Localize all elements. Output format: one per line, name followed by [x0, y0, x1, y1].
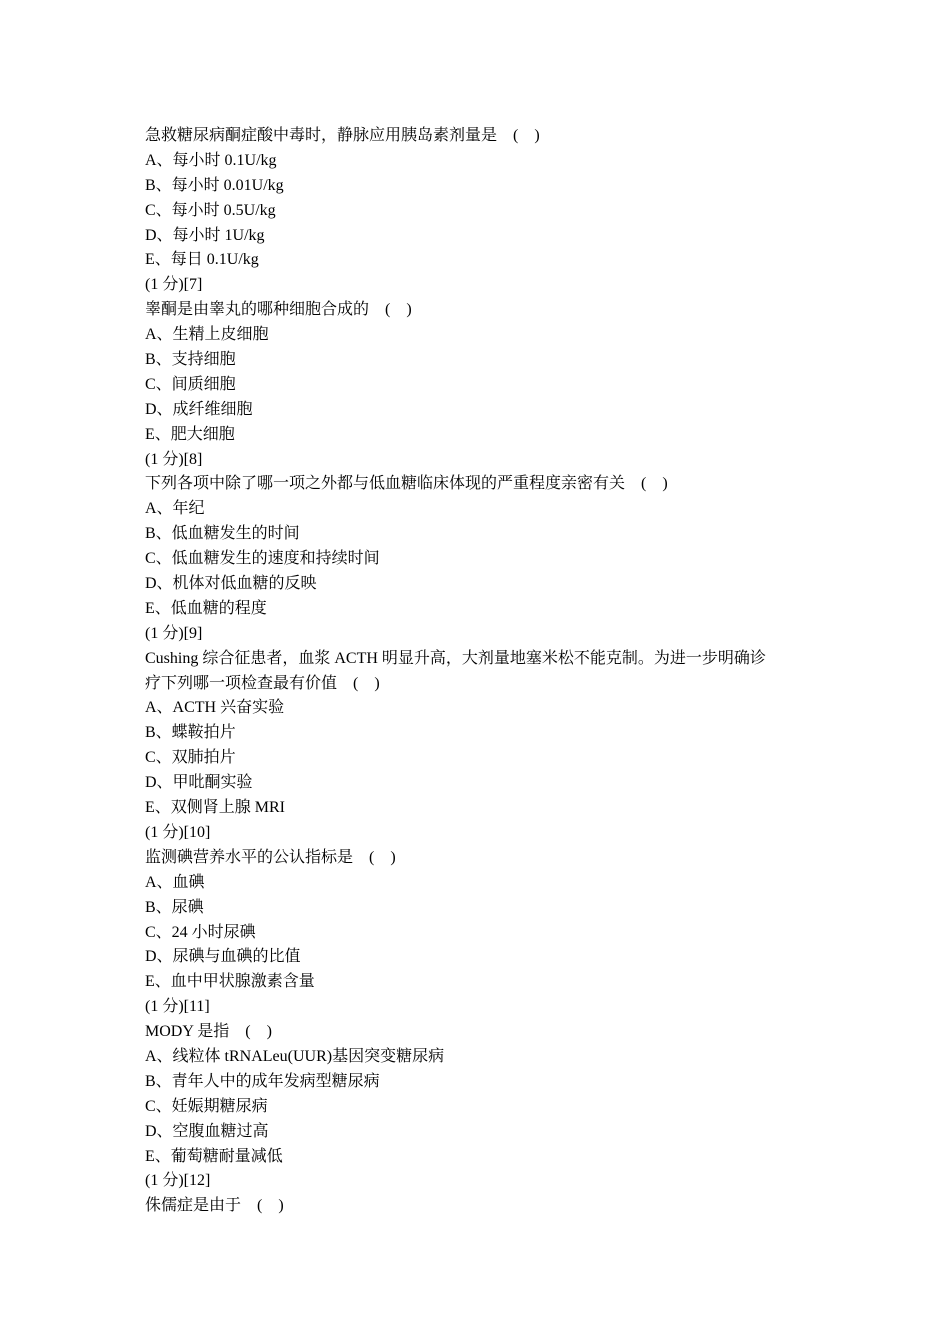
score-label: (1 分)[9] [145, 624, 203, 642]
score-label: (1 分)[11] [145, 998, 210, 1016]
option-e: E、肥大细胞 [145, 425, 235, 443]
option-d: D、空腹血糖过高 [145, 1122, 269, 1140]
score-label: (1 分)[7] [145, 276, 203, 294]
option-a: A、每小时 0.1U/kg [145, 151, 277, 169]
score-label: (1 分)[8] [145, 450, 203, 468]
option-e: E、低血糖的程度 [145, 599, 267, 617]
option-d: D、尿碘与血碘的比值 [145, 948, 301, 966]
question-text: 急救糖尿病酮症酸中毒时，静脉应用胰岛素剂量是 ( ) [145, 127, 540, 144]
option-e: E、双侧肾上腺 MRI [145, 799, 286, 817]
option-a: A、生精上皮细胞 [145, 326, 269, 344]
option-c: C、低血糖发生的速度和持续时间 [145, 550, 380, 568]
option-a: A、线粒体 tRNALeu(UUR)基因突变糖尿病 [145, 1047, 445, 1065]
option-d: D、每小时 1U/kg [145, 226, 265, 244]
question-text: 下列各项中除了哪一项之外都与低血糖临床体现的严重程度亲密有关 ( ) [145, 475, 668, 493]
option-d: D、成纤维细胞 [145, 400, 253, 418]
score-label: (1 分)[10] [145, 823, 211, 841]
option-e: E、每日 0.1U/kg [145, 251, 259, 269]
option-b: B、尿碘 [145, 898, 204, 916]
option-b: B、蝶鞍拍片 [145, 724, 236, 742]
option-c: C、24 小时尿碘 [145, 923, 256, 941]
option-d: D、机体对低血糖的反映 [145, 575, 317, 593]
score-label: (1 分)[12] [145, 1172, 211, 1190]
question-text: MODY 是指 ( ) [145, 1023, 272, 1041]
question-text: 侏儒症是由于 ( ) [145, 1197, 284, 1215]
question-text: Cushing 综合征患者，血浆 ACTH 明显升高，大剂量地塞米松不能克制。为进一步明确诊 [145, 649, 766, 667]
option-c: C、每小时 0.5U/kg [145, 201, 276, 219]
question-text: 睾酮是由睾丸的哪种细胞合成的 ( ) [145, 301, 412, 319]
option-e: E、葡萄糖耐量减低 [145, 1147, 283, 1165]
option-a: A、年纪 [145, 500, 205, 518]
option-b: B、每小时 0.01U/kg [145, 176, 284, 194]
option-b: B、支持细胞 [145, 351, 236, 369]
option-c: C、间质细胞 [145, 375, 236, 393]
question-text-continued: 疗下列哪一项检查最有价值 ( ) [145, 674, 380, 692]
question-text: 监测碘营养水平的公认指标是 ( ) [145, 848, 396, 866]
option-b: B、青年人中的成年发病型糖尿病 [145, 1072, 380, 1090]
option-c: C、双肺拍片 [145, 749, 236, 767]
option-a: A、血碘 [145, 873, 205, 891]
option-a: A、ACTH 兴奋实验 [145, 699, 285, 717]
option-c: C、妊娠期糖尿病 [145, 1097, 268, 1115]
document-body [145, 124, 825, 1219]
option-e: E、血中甲状腺激素含量 [145, 973, 315, 991]
option-d: D、甲吡酮实验 [145, 774, 253, 792]
option-b: B、低血糖发生的时间 [145, 525, 300, 543]
